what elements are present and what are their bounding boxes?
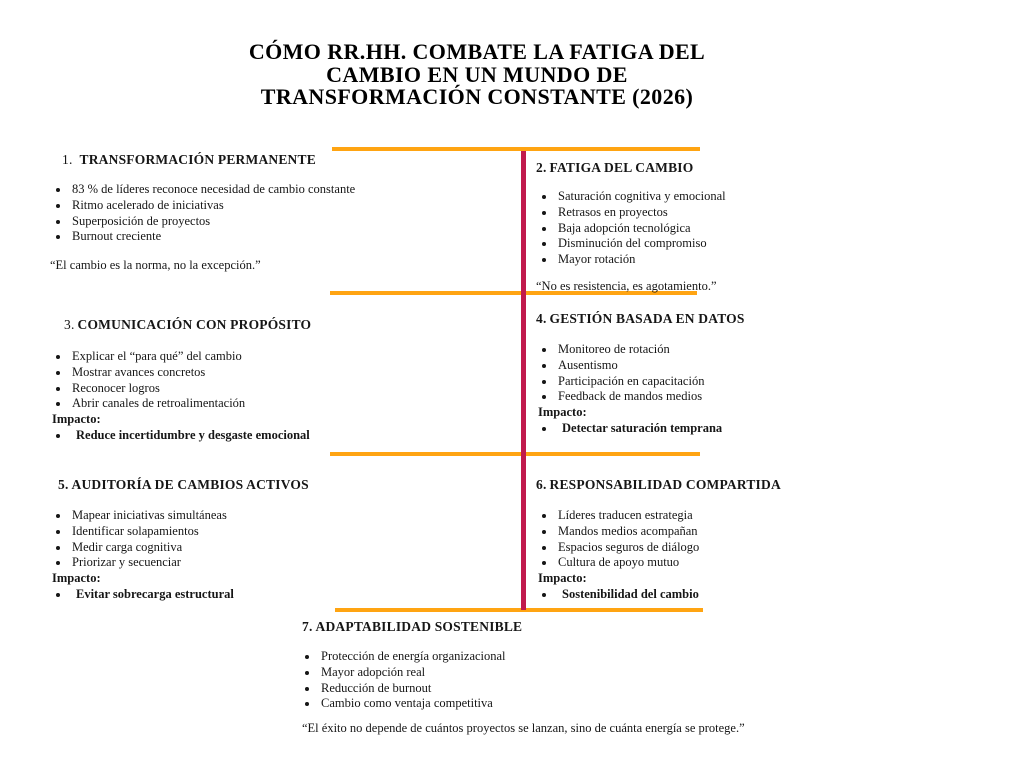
section-title: COMUNICACIÓN CON PROPÓSITO <box>77 317 312 332</box>
impact-list <box>536 587 1008 603</box>
bullet-item: • 83 % de líderes reconoce necesidad de cambio constante <box>70 182 490 198</box>
impact-label: Impacto: <box>52 412 101 427</box>
bullet-item: • Mayor adopción real <box>319 665 774 681</box>
bullet-item: • Reconocer logros <box>70 381 490 397</box>
bullet-list <box>50 349 490 412</box>
impact-list <box>50 428 490 444</box>
section-quote: “El cambio es la norma, no la excepción.” <box>50 258 261 273</box>
section-title: RESPONSABILIDAD COMPARTIDA <box>549 477 781 492</box>
impact-item: • Reduce incertidumbre y desgaste emocional <box>70 428 490 444</box>
section-heading <box>536 311 1008 327</box>
bullet-item: • Mapear iniciativas simultáneas <box>70 508 490 524</box>
bullet-item: • Mostrar avances concretos <box>70 365 490 381</box>
bullet-item: • Monitoreo de rotación <box>556 342 1008 358</box>
page-title-line-2: CAMBIO EN UN MUNDO DE <box>326 61 628 87</box>
divider-horizontal-top <box>332 147 700 151</box>
section-auditoria-de-cambios-activos <box>50 477 490 603</box>
divider-horizontal-row3 <box>330 452 700 456</box>
divider-horizontal-bottom <box>335 608 703 612</box>
section-heading <box>62 152 490 168</box>
impact-list <box>50 587 490 603</box>
section-heading <box>64 317 490 333</box>
bullet-item: • Identificar solapamientos <box>70 524 490 540</box>
bullet-item: • Ausentismo <box>556 358 1008 374</box>
section-quote: “No es resistencia, es agotamiento.” <box>536 278 717 293</box>
impact-item: • Evitar sobrecarga estructural <box>70 587 490 603</box>
section-title: AUDITORÍA DE CAMBIOS ACTIVOS <box>71 477 309 492</box>
bullet-item: • Superposición de proyectos <box>70 214 490 230</box>
bullet-list <box>536 508 1008 571</box>
bullet-list <box>536 342 1008 405</box>
bullet-item: • Explicar el “para qué” del cambio <box>70 349 490 365</box>
page-title <box>0 41 954 109</box>
bullet-item: • Mayor rotación <box>556 252 1008 268</box>
impact-label: Impacto: <box>538 571 587 586</box>
section-title: FATIGA DEL CAMBIO <box>549 160 694 175</box>
section-quote: “El éxito no depende de cuántos proyectos se lanzan, sino de cuánta energía se protege.” <box>302 721 745 736</box>
section-number: 5. <box>58 477 69 492</box>
bullet-item: • Mandos medios acompañan <box>556 524 1008 540</box>
page-title-line-3: TRANSFORMACIÓN CONSTANTE (2026) <box>260 84 694 109</box>
section-number: 3. <box>64 317 75 332</box>
section-heading <box>58 477 490 493</box>
bullet-item: • Medir carga cognitiva <box>70 540 490 556</box>
section-number: 4. <box>536 311 547 326</box>
section-title: TRANSFORMACIÓN PERMANENTE <box>79 152 316 167</box>
section-title: ADAPTABILIDAD SOSTENIBLE <box>315 619 523 634</box>
page-title-line-1: CÓMO RR.HH. COMBATE LA FATIGA DEL <box>248 39 706 64</box>
bullet-item: • Feedback de mandos medios <box>556 389 1008 405</box>
section-responsabilidad-compartida <box>536 477 1008 603</box>
section-heading <box>536 477 1008 493</box>
section-number: 2. <box>536 160 547 175</box>
bullet-item: • Reducción de burnout <box>319 681 774 697</box>
section-transformacion-permanente <box>50 152 490 274</box>
section-heading <box>302 619 774 635</box>
bullet-item: • Abrir canales de retroalimentación <box>70 396 490 412</box>
section-number: 7. <box>302 619 313 634</box>
impact-label: Impacto: <box>52 571 101 586</box>
section-fatiga-del-cambio <box>536 160 1008 295</box>
impact-item: • Sostenibilidad del cambio <box>556 587 1008 603</box>
section-adaptabilidad-sostenible <box>302 619 774 737</box>
divider-vertical-center <box>521 151 526 610</box>
bullet-item: • Disminución del compromiso <box>556 236 1008 252</box>
bullet-item: • Ritmo acelerado de iniciativas <box>70 198 490 214</box>
bullet-list <box>536 189 1008 268</box>
section-number: 6. <box>536 477 547 492</box>
bullet-item: • Participación en capacitación <box>556 374 1008 390</box>
bullet-item: • Baja adopción tecnológica <box>556 221 1008 237</box>
bullet-list <box>50 508 490 571</box>
bullet-item: • Saturación cognitiva y emocional <box>556 189 1008 205</box>
section-heading <box>536 160 1008 176</box>
section-title: GESTIÓN BASADA EN DATOS <box>549 311 745 326</box>
impact-item: • Detectar saturación temprana <box>556 421 1008 437</box>
bullet-item: • Cultura de apoyo mutuo <box>556 555 1008 571</box>
bullet-item: • Retrasos en proyectos <box>556 205 1008 221</box>
bullet-list <box>302 649 774 712</box>
impact-label: Impacto: <box>538 405 587 420</box>
impact-list <box>536 421 1008 437</box>
bullet-item: • Protección de energía organizacional <box>319 649 774 665</box>
bullet-list <box>50 182 490 245</box>
bullet-item: • Priorizar y secuenciar <box>70 555 490 571</box>
bullet-item: • Cambio como ventaja competitiva <box>319 696 774 712</box>
section-comunicacion-con-proposito <box>50 317 490 444</box>
section-number: 1. <box>62 152 73 167</box>
bullet-item: • Espacios seguros de diálogo <box>556 540 1008 556</box>
section-gestion-basada-en-datos <box>536 311 1008 437</box>
bullet-item: • Burnout creciente <box>70 229 490 245</box>
bullet-item: • Líderes traducen estrategia <box>556 508 1008 524</box>
